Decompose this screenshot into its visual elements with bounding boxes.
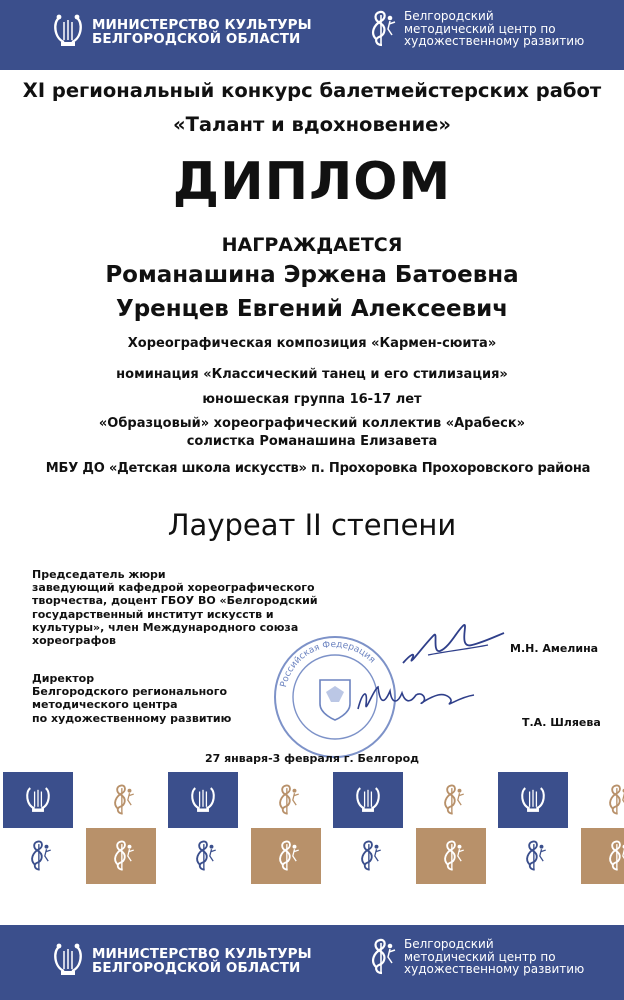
treble-clef-icon-tile — [581, 828, 624, 884]
chair-title-line: Председатель жюри — [32, 568, 166, 581]
director-title-line: Директор — [32, 672, 95, 685]
date-place: 27 января-3 февраля г. Белгород — [204, 752, 420, 765]
treble-clef-icon-tile — [168, 828, 238, 884]
center-name-line2: методический центр по — [404, 21, 556, 36]
center-name-line1: Белгородский — [404, 9, 494, 24]
lyre-icon-tile — [498, 772, 568, 828]
ministry-logo — [50, 941, 312, 981]
recipient-name-1: Романашина Эржена Батоевна — [105, 262, 519, 288]
lyre-icon-tile — [168, 772, 238, 828]
recipient-name-2: Уренцев Евгений Алексеевич — [115, 296, 509, 322]
director-signature — [350, 675, 480, 720]
composition-title: Хореографическая композиция «Кармен-сюита» — [127, 336, 497, 351]
treble-clef-icon-tile — [86, 828, 156, 884]
treble-clef-icon-tile — [251, 772, 321, 828]
treble-clef-icon-tile — [3, 828, 73, 884]
footer-band — [0, 925, 624, 1000]
director-title-line: методического центра — [32, 698, 178, 712]
ministry-logo — [50, 12, 312, 52]
chair-title-line: творчества, доцент ГБОУ ВО «Белгородский — [32, 594, 318, 608]
treble-clef-icon-tile — [333, 828, 403, 884]
stamp-text: Российская Федерация — [279, 639, 377, 689]
treble-clef-icon-tile — [416, 828, 486, 884]
center-name-line3: художественному развитию — [404, 962, 585, 977]
treble-clef-icon-tile — [581, 772, 624, 828]
center-name-line1: Белгородский — [404, 937, 494, 952]
decorative-pattern — [0, 772, 624, 884]
lyre-icon — [50, 12, 86, 52]
treble-clef-icon-tile — [251, 828, 321, 884]
ministry-name-line1: МИНИСТЕРСТВО КУЛЬТУРЫ — [92, 16, 312, 33]
ministry-name-line2: БЕЛГОРОДСКОЙ ОБЛАСТИ — [92, 31, 301, 47]
lyre-icon-tile — [3, 772, 73, 828]
lyre-icon-tile — [333, 772, 403, 828]
director-title-line: Белгородского регионального — [32, 685, 228, 699]
chair-title-line: заведующий кафедрой хореографического — [32, 581, 315, 595]
school-name: МБУ ДО «Детская школа искусств» п. Прохоровка Прохоровского района — [45, 461, 591, 476]
center-name-line2: методический центр по — [404, 949, 556, 964]
center-logo — [362, 9, 584, 49]
chair-title-line: хореографов — [32, 633, 117, 647]
center-name-line3: художественному развитию — [404, 34, 585, 49]
age-group: юношеская группа 16-17 лет — [202, 392, 422, 407]
lyre-icon — [50, 941, 86, 981]
director-title-line: по художественному развитию — [32, 711, 232, 725]
chair-title-line: государственный институт искусств и — [32, 607, 274, 621]
award-title: Лауреат II степени — [167, 508, 457, 542]
director-title-block — [32, 672, 231, 725]
diploma-title: ДИПЛОМ — [172, 152, 452, 212]
contest-title-line1: XI региональный конкурс балетмейстерских работ — [22, 79, 602, 102]
awarded-label: НАГРАЖДАЕТСЯ — [221, 234, 403, 256]
chair-signature — [398, 615, 508, 670]
header-band — [0, 0, 624, 70]
ministry-name-line1: МИНИСТЕРСТВО КУЛЬТУРЫ — [92, 945, 312, 962]
soloist-name: солистка Романашина Елизавета — [186, 434, 438, 449]
treble-clef-dancer-icon — [362, 9, 398, 49]
center-logo — [362, 937, 584, 977]
nomination: номинация «Классический танец и его стилизация» — [116, 367, 508, 382]
treble-clef-icon-tile — [498, 828, 568, 884]
chair-title-line: культуры», член Международного союза — [32, 620, 299, 634]
chair-title-block — [32, 568, 318, 647]
treble-clef-dancer-icon — [362, 937, 398, 977]
director-name: Т.А. Шляева — [522, 716, 601, 729]
ministry-name-line2: БЕЛГОРОДСКОЙ ОБЛАСТИ — [92, 960, 301, 976]
treble-clef-icon-tile — [416, 772, 486, 828]
chair-name: М.Н. Амелина — [510, 642, 599, 655]
treble-clef-icon-tile — [86, 772, 156, 828]
collective-name: «Образцовый» хореографический коллектив «Арабеск» — [98, 416, 526, 431]
contest-title-line2: «Талант и вдохновение» — [173, 113, 451, 136]
